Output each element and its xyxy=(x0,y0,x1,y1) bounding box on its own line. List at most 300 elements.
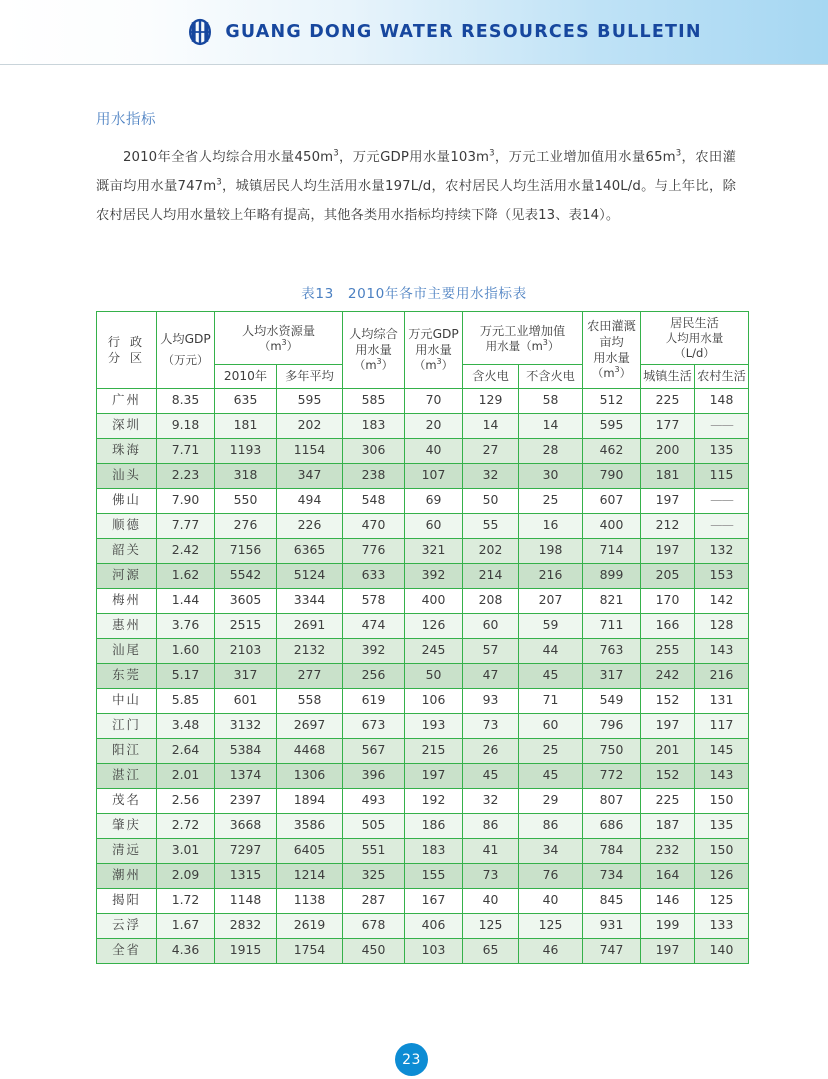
cell-farmland-irrigation: 772 xyxy=(583,763,641,788)
cell-water-resource-average: 2691 xyxy=(277,613,343,638)
cell-industry-with-thermal: 202 xyxy=(463,538,519,563)
cell-industry-without-thermal: 16 xyxy=(519,513,583,538)
header-comprehensive-line2: 用水量 xyxy=(355,343,392,358)
cell-gdp-water-use: 70 xyxy=(405,388,463,413)
no-data-dash: —— xyxy=(710,492,733,508)
cell-comprehensive-use: 183 xyxy=(343,413,405,438)
cell-water-resource-average: 558 xyxy=(277,688,343,713)
cell-region: 惠州 xyxy=(97,613,157,638)
cell-water-resource-average: 3344 xyxy=(277,588,343,613)
header-urban-living: 城镇生活 xyxy=(641,365,695,388)
header-region-line2: 分 区 xyxy=(107,350,146,365)
cell-gdp-per-capita: 3.01 xyxy=(157,838,215,863)
cell-water-resource-2010: 1915 xyxy=(215,938,277,963)
cell-water-resource-2010: 7156 xyxy=(215,538,277,563)
cell-region: 珠海 xyxy=(97,438,157,463)
cell-urban-living: 152 xyxy=(641,763,695,788)
cell-water-resource-average: 6365 xyxy=(277,538,343,563)
table-row xyxy=(97,713,749,738)
cell-region: 梅州 xyxy=(97,588,157,613)
cell-industry-with-thermal: 93 xyxy=(463,688,519,713)
cell-farmland-irrigation: 784 xyxy=(583,838,641,863)
table-row xyxy=(97,663,749,688)
table-row xyxy=(97,913,749,938)
header-multi-year-average: 多年平均 xyxy=(277,365,343,388)
cell-gdp-per-capita: 9.18 xyxy=(157,413,215,438)
header-gdp-per-capita-text: 人均GDP xyxy=(160,332,211,347)
cell-comprehensive-use: 673 xyxy=(343,713,405,738)
cell-industry-without-thermal: 60 xyxy=(519,713,583,738)
cell-gdp-water-use: 321 xyxy=(405,538,463,563)
cell-comprehensive-use: 551 xyxy=(343,838,405,863)
cell-gdp-per-capita: 7.71 xyxy=(157,438,215,463)
cell-industry-with-thermal: 27 xyxy=(463,438,519,463)
cell-comprehensive-use: 474 xyxy=(343,613,405,638)
cell-gdp-water-use: 40 xyxy=(405,438,463,463)
no-data-dash: —— xyxy=(710,417,733,433)
cell-water-resource-2010: 2103 xyxy=(215,638,277,663)
cell-farmland-irrigation: 607 xyxy=(583,488,641,513)
table-row xyxy=(97,788,749,813)
table-caption-text: 2010年各市主要用水指标表 xyxy=(347,286,527,302)
cell-gdp-water-use: 126 xyxy=(405,613,463,638)
cell-gdp-per-capita: 2.01 xyxy=(157,763,215,788)
cell-rural-living: 148 xyxy=(695,388,749,413)
header-residential-line2: 人均用水量 xyxy=(665,331,724,346)
cell-gdp-water-use: 167 xyxy=(405,888,463,913)
cell-water-resource-2010: 5384 xyxy=(215,738,277,763)
cell-region: 中山 xyxy=(97,688,157,713)
cell-water-resource-2010: 1148 xyxy=(215,888,277,913)
cell-urban-living: 201 xyxy=(641,738,695,763)
cell-farmland-irrigation: 462 xyxy=(583,438,641,463)
cell-comprehensive-use: 392 xyxy=(343,638,405,663)
cell-comprehensive-use: 306 xyxy=(343,438,405,463)
table-row xyxy=(97,763,749,788)
cell-rural-living: 135 xyxy=(695,438,749,463)
cell-industry-with-thermal: 73 xyxy=(463,713,519,738)
table-row xyxy=(97,938,749,963)
header-without-thermal-power: 不含火电 xyxy=(519,365,583,388)
cell-industry-with-thermal: 14 xyxy=(463,413,519,438)
cell-water-resource-average: 595 xyxy=(277,388,343,413)
cell-gdp-water-use: 392 xyxy=(405,563,463,588)
header-farmland-line1: 农田灌溉 xyxy=(587,319,636,334)
cell-urban-living: 170 xyxy=(641,588,695,613)
cell-gdp-per-capita: 7.77 xyxy=(157,513,215,538)
header-comprehensive-use xyxy=(343,312,405,389)
table-row xyxy=(97,538,749,563)
cell-rural-living: 131 xyxy=(695,688,749,713)
header-water-resource-unit: $(m^3)$ xyxy=(258,337,299,353)
cell-gdp-water-use: 107 xyxy=(405,463,463,488)
cell-urban-living: 166 xyxy=(641,613,695,638)
cell-water-resource-2010: 2832 xyxy=(215,913,277,938)
cell-farmland-irrigation: 796 xyxy=(583,713,641,738)
cell-region: 汕头 xyxy=(97,463,157,488)
cell-rural-living: 143 xyxy=(695,763,749,788)
cell-gdp-water-use: 406 xyxy=(405,913,463,938)
cell-industry-with-thermal: 125 xyxy=(463,913,519,938)
header-year-2010: 2010年 xyxy=(215,365,277,388)
no-data-dash: —— xyxy=(710,517,733,533)
cell-water-resource-average: 347 xyxy=(277,463,343,488)
cell-rural-living xyxy=(695,488,749,513)
superscript-1: 3 xyxy=(333,148,339,159)
cell-industry-without-thermal: 45 xyxy=(519,763,583,788)
cell-comprehensive-use: 505 xyxy=(343,813,405,838)
cell-industry-without-thermal: 25 xyxy=(519,488,583,513)
cell-urban-living: 199 xyxy=(641,913,695,938)
cell-gdp-water-use: 183 xyxy=(405,838,463,863)
table-header-row-1 xyxy=(97,312,749,365)
cell-comprehensive-use: 470 xyxy=(343,513,405,538)
cell-region: 湛江 xyxy=(97,763,157,788)
cell-industry-with-thermal: 41 xyxy=(463,838,519,863)
table-row xyxy=(97,888,749,913)
cell-urban-living: 242 xyxy=(641,663,695,688)
table-body xyxy=(97,388,749,963)
cell-urban-living: 187 xyxy=(641,813,695,838)
header-gdp-water-line1: 万元GDP xyxy=(408,327,459,342)
cell-water-resource-2010: 318 xyxy=(215,463,277,488)
cell-farmland-irrigation: 807 xyxy=(583,788,641,813)
cell-industry-without-thermal: 71 xyxy=(519,688,583,713)
cell-farmland-irrigation: 549 xyxy=(583,688,641,713)
header-comprehensive-unit: $(m^3)$ xyxy=(353,357,394,373)
cell-rural-living: 153 xyxy=(695,563,749,588)
cell-industry-with-thermal: 32 xyxy=(463,788,519,813)
cell-rural-living: 150 xyxy=(695,788,749,813)
cell-farmland-irrigation: 595 xyxy=(583,413,641,438)
paragraph-part-3: ，万元工业增加值用水量65m xyxy=(494,150,676,165)
cell-farmland-irrigation: 400 xyxy=(583,513,641,538)
cell-water-resource-average: 2132 xyxy=(277,638,343,663)
cell-farmland-irrigation: 931 xyxy=(583,913,641,938)
cell-gdp-per-capita: 2.64 xyxy=(157,738,215,763)
cell-region: 东莞 xyxy=(97,663,157,688)
header-rural-living: 农村生活 xyxy=(695,365,749,388)
cell-water-resource-average: 4468 xyxy=(277,738,343,763)
cell-gdp-per-capita: 2.42 xyxy=(157,538,215,563)
cell-water-resource-2010: 2397 xyxy=(215,788,277,813)
cell-gdp-per-capita: 1.44 xyxy=(157,588,215,613)
cell-water-resource-average: 2697 xyxy=(277,713,343,738)
table-row xyxy=(97,688,749,713)
cell-water-resource-2010: 550 xyxy=(215,488,277,513)
cell-region: 茂名 xyxy=(97,788,157,813)
cell-comprehensive-use: 396 xyxy=(343,763,405,788)
header-region-line1: 行 政 xyxy=(107,334,146,349)
cell-farmland-irrigation: 317 xyxy=(583,663,641,688)
cell-gdp-per-capita: 2.72 xyxy=(157,813,215,838)
cell-industry-without-thermal: 58 xyxy=(519,388,583,413)
cell-rural-living: 216 xyxy=(695,663,749,688)
cell-gdp-per-capita: 2.23 xyxy=(157,463,215,488)
cell-industry-without-thermal: 14 xyxy=(519,413,583,438)
cell-industry-with-thermal: 214 xyxy=(463,563,519,588)
cell-industry-with-thermal: 55 xyxy=(463,513,519,538)
cell-industry-without-thermal: 125 xyxy=(519,913,583,938)
table-row xyxy=(97,863,749,888)
cell-water-resource-2010: 5542 xyxy=(215,563,277,588)
cell-urban-living: 232 xyxy=(641,838,695,863)
cell-comprehensive-use: 256 xyxy=(343,663,405,688)
cell-region: 云浮 xyxy=(97,913,157,938)
table-row xyxy=(97,563,749,588)
cell-industry-without-thermal: 207 xyxy=(519,588,583,613)
header-gdp-water-use xyxy=(405,312,463,389)
cell-urban-living: 152 xyxy=(641,688,695,713)
table-row xyxy=(97,638,749,663)
cell-water-resource-average: 2619 xyxy=(277,913,343,938)
cell-industry-with-thermal: 57 xyxy=(463,638,519,663)
cell-urban-living: 225 xyxy=(641,788,695,813)
cell-region: 顺德 xyxy=(97,513,157,538)
cell-water-resource-2010: 7297 xyxy=(215,838,277,863)
cell-region: 河源 xyxy=(97,563,157,588)
table-row xyxy=(97,463,749,488)
cell-gdp-water-use: 215 xyxy=(405,738,463,763)
cell-industry-without-thermal: 76 xyxy=(519,863,583,888)
cell-industry-with-thermal: 86 xyxy=(463,813,519,838)
cell-comprehensive-use: 493 xyxy=(343,788,405,813)
cell-gdp-water-use: 106 xyxy=(405,688,463,713)
cell-industry-with-thermal: 65 xyxy=(463,938,519,963)
cell-farmland-irrigation: 714 xyxy=(583,538,641,563)
cell-rural-living: 125 xyxy=(695,888,749,913)
header-gdp-per-capita xyxy=(157,312,215,389)
cell-gdp-water-use: 60 xyxy=(405,513,463,538)
superscript-2: 3 xyxy=(489,148,495,159)
cell-gdp-per-capita: 1.60 xyxy=(157,638,215,663)
cell-farmland-irrigation: 845 xyxy=(583,888,641,913)
table-row xyxy=(97,388,749,413)
header-industry-line2: 用水量$(m^3)$ xyxy=(485,337,560,353)
cell-gdp-per-capita: 2.09 xyxy=(157,863,215,888)
water-indicators-table xyxy=(96,311,749,964)
header-water-resource xyxy=(215,312,343,365)
cell-gdp-per-capita: 1.72 xyxy=(157,888,215,913)
cell-urban-living: 164 xyxy=(641,863,695,888)
cell-industry-with-thermal: 129 xyxy=(463,388,519,413)
header-with-thermal-power: 含火电 xyxy=(463,365,519,388)
cell-region: 佛山 xyxy=(97,488,157,513)
cell-urban-living: 181 xyxy=(641,463,695,488)
header-residential-unit: （L/d） xyxy=(674,346,715,361)
cell-gdp-water-use: 20 xyxy=(405,413,463,438)
cell-gdp-per-capita: 3.48 xyxy=(157,713,215,738)
cell-comprehensive-use: 450 xyxy=(343,938,405,963)
cell-water-resource-average: 1214 xyxy=(277,863,343,888)
cell-water-resource-2010: 635 xyxy=(215,388,277,413)
cell-gdp-water-use: 400 xyxy=(405,588,463,613)
cell-industry-without-thermal: 45 xyxy=(519,663,583,688)
cell-gdp-per-capita: 1.67 xyxy=(157,913,215,938)
cell-water-resource-average: 1894 xyxy=(277,788,343,813)
cell-gdp-water-use: 155 xyxy=(405,863,463,888)
body-paragraph xyxy=(96,143,736,230)
cell-gdp-per-capita: 2.56 xyxy=(157,788,215,813)
cell-industry-without-thermal: 198 xyxy=(519,538,583,563)
cell-region: 肇庆 xyxy=(97,813,157,838)
paragraph-part-2: ，万元GDP用水量103m xyxy=(338,150,490,165)
section-heading: 用水指标 xyxy=(96,112,156,128)
cell-gdp-per-capita: 7.90 xyxy=(157,488,215,513)
cell-rural-living: 126 xyxy=(695,863,749,888)
paragraph-part-5: ，城镇居民人均生活用水量197L/d，农村居民人均生活用水量140L/d。与上年比，除农村居民人均用水量较上年略有提高，其他各类用水指标均持续下降（见表13、表14）。 xyxy=(96,179,736,223)
cell-comprehensive-use: 633 xyxy=(343,563,405,588)
cell-industry-with-thermal: 32 xyxy=(463,463,519,488)
cell-rural-living: 128 xyxy=(695,613,749,638)
cell-water-resource-average: 5124 xyxy=(277,563,343,588)
table-row xyxy=(97,488,749,513)
cell-industry-without-thermal: 86 xyxy=(519,813,583,838)
cell-region: 广州 xyxy=(97,388,157,413)
cell-rural-living: 117 xyxy=(695,713,749,738)
cell-gdp-water-use: 193 xyxy=(405,713,463,738)
cell-industry-without-thermal: 44 xyxy=(519,638,583,663)
cell-urban-living: 146 xyxy=(641,888,695,913)
cell-water-resource-2010: 3605 xyxy=(215,588,277,613)
cell-water-resource-average: 1754 xyxy=(277,938,343,963)
page-header-inner xyxy=(0,0,828,64)
cell-region: 江门 xyxy=(97,713,157,738)
cell-urban-living: 212 xyxy=(641,513,695,538)
header-gdp-per-capita-unit: （万元） xyxy=(162,353,209,368)
cell-water-resource-2010: 1374 xyxy=(215,763,277,788)
cell-water-resource-2010: 2515 xyxy=(215,613,277,638)
cell-industry-without-thermal: 25 xyxy=(519,738,583,763)
cell-water-resource-average: 494 xyxy=(277,488,343,513)
water-indicators-table-wrapper xyxy=(96,311,748,964)
cell-region: 清远 xyxy=(97,838,157,863)
cell-comprehensive-use: 578 xyxy=(343,588,405,613)
cell-gdp-per-capita: 5.85 xyxy=(157,688,215,713)
cell-water-resource-2010: 276 xyxy=(215,513,277,538)
superscript-3: 3 xyxy=(675,148,682,159)
cell-industry-without-thermal: 30 xyxy=(519,463,583,488)
table-row xyxy=(97,738,749,763)
cell-rural-living xyxy=(695,413,749,438)
cell-water-resource-2010: 317 xyxy=(215,663,277,688)
cell-region: 全省 xyxy=(97,938,157,963)
cell-rural-living: 150 xyxy=(695,838,749,863)
cell-urban-living: 225 xyxy=(641,388,695,413)
cell-industry-with-thermal: 60 xyxy=(463,613,519,638)
cell-water-resource-average: 6405 xyxy=(277,838,343,863)
cell-farmland-irrigation: 686 xyxy=(583,813,641,838)
cell-water-resource-average: 226 xyxy=(277,513,343,538)
cell-comprehensive-use: 585 xyxy=(343,388,405,413)
cell-industry-without-thermal: 29 xyxy=(519,788,583,813)
cell-region: 揭阳 xyxy=(97,888,157,913)
cell-water-resource-average: 277 xyxy=(277,663,343,688)
cell-comprehensive-use: 548 xyxy=(343,488,405,513)
cell-comprehensive-use: 287 xyxy=(343,888,405,913)
header-farmland-unit: $(m^3)$ xyxy=(591,365,632,381)
cell-gdp-per-capita: 3.76 xyxy=(157,613,215,638)
cell-industry-without-thermal: 59 xyxy=(519,613,583,638)
cell-industry-with-thermal: 26 xyxy=(463,738,519,763)
cell-rural-living: 132 xyxy=(695,538,749,563)
paragraph-part-1: 2010年全省人均综合用水量450m xyxy=(123,150,334,165)
cell-water-resource-average: 202 xyxy=(277,413,343,438)
cell-urban-living: 177 xyxy=(641,413,695,438)
cell-urban-living: 197 xyxy=(641,538,695,563)
cell-rural-living: 135 xyxy=(695,813,749,838)
header-farmland-line3: 用水量 xyxy=(593,351,630,366)
cell-industry-with-thermal: 40 xyxy=(463,888,519,913)
cell-water-resource-2010: 1315 xyxy=(215,863,277,888)
cell-industry-without-thermal: 46 xyxy=(519,938,583,963)
cell-industry-with-thermal: 50 xyxy=(463,488,519,513)
header-industry-line1: 万元工业增加值 xyxy=(479,323,566,338)
cell-urban-living: 197 xyxy=(641,488,695,513)
cell-gdp-water-use: 245 xyxy=(405,638,463,663)
cell-comprehensive-use: 238 xyxy=(343,463,405,488)
cell-gdp-water-use: 103 xyxy=(405,938,463,963)
cell-water-resource-2010: 601 xyxy=(215,688,277,713)
cell-gdp-water-use: 197 xyxy=(405,763,463,788)
cell-water-resource-average: 1154 xyxy=(277,438,343,463)
cell-gdp-per-capita: 1.62 xyxy=(157,563,215,588)
page-header-title: GUANG DONG WATER RESOURCES BULLETIN xyxy=(225,22,702,42)
cell-gdp-per-capita: 8.35 xyxy=(157,388,215,413)
cell-water-resource-average: 3586 xyxy=(277,813,343,838)
table-row xyxy=(97,588,749,613)
cell-region: 深圳 xyxy=(97,413,157,438)
cell-gdp-per-capita: 4.36 xyxy=(157,938,215,963)
cell-comprehensive-use: 619 xyxy=(343,688,405,713)
cell-gdp-water-use: 192 xyxy=(405,788,463,813)
cell-rural-living xyxy=(695,513,749,538)
cell-industry-without-thermal: 216 xyxy=(519,563,583,588)
cell-water-resource-2010: 181 xyxy=(215,413,277,438)
table-row xyxy=(97,613,749,638)
cell-water-resource-2010: 3668 xyxy=(215,813,277,838)
cell-urban-living: 197 xyxy=(641,938,695,963)
table-head xyxy=(97,312,749,389)
header-residential-use xyxy=(641,312,749,365)
cell-gdp-per-capita: 5.17 xyxy=(157,663,215,688)
cell-comprehensive-use: 776 xyxy=(343,538,405,563)
header-farmland-irrigation xyxy=(583,312,641,389)
bulletin-logo-icon xyxy=(186,18,214,46)
cell-farmland-irrigation: 763 xyxy=(583,638,641,663)
table-row xyxy=(97,513,749,538)
cell-region: 阳江 xyxy=(97,738,157,763)
table-row xyxy=(97,813,749,838)
cell-industry-without-thermal: 28 xyxy=(519,438,583,463)
cell-region: 韶关 xyxy=(97,538,157,563)
table-caption xyxy=(0,282,828,302)
cell-farmland-irrigation: 899 xyxy=(583,563,641,588)
cell-rural-living: 142 xyxy=(695,588,749,613)
cell-industry-with-thermal: 45 xyxy=(463,763,519,788)
header-water-resource-text: 人均水资源量 xyxy=(241,323,316,338)
header-gdp-water-line2: 用水量 xyxy=(415,343,452,358)
header-region xyxy=(97,312,157,389)
superscript-4: 3 xyxy=(216,177,222,188)
header-industry-added-value xyxy=(463,312,583,365)
cell-farmland-irrigation: 821 xyxy=(583,588,641,613)
cell-water-resource-2010: 1193 xyxy=(215,438,277,463)
page-number-badge: 23 xyxy=(395,1043,428,1076)
cell-gdp-water-use: 186 xyxy=(405,813,463,838)
cell-farmland-irrigation: 750 xyxy=(583,738,641,763)
cell-farmland-irrigation: 790 xyxy=(583,463,641,488)
